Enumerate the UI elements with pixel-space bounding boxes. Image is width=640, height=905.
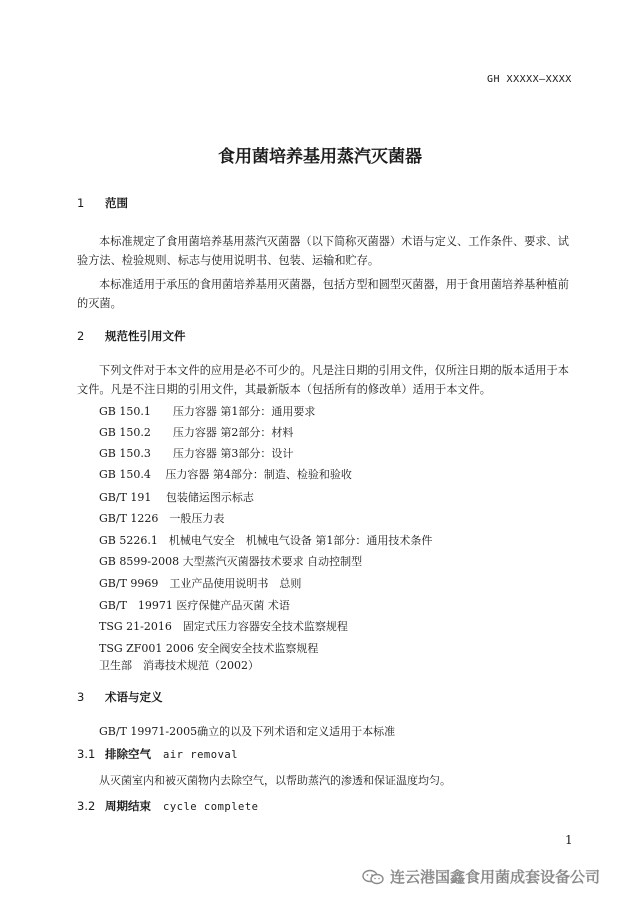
term-en: cycle complete	[163, 801, 259, 813]
section-number: 2	[77, 329, 85, 343]
term-zh: 周期结束	[105, 799, 151, 813]
reference-item: GB 150.2 压力容器 第2部分：材料	[99, 426, 294, 439]
reference-item: GB/T 1226 一般压力表	[99, 512, 225, 525]
term-3-1-heading	[77, 746, 238, 762]
term-3-1-definition: 从灭菌室内和被灭菌物内去除空气，以帮助蒸汽的渗透和保证温度均匀。	[99, 774, 451, 787]
reference-item: TSG 21-2016 固定式压力容器安全技术监察规程	[99, 620, 348, 633]
section-1-paragraph-1: 本标准规定了食用菌培养基用蒸汽灭菌器（以下简称灭菌器）术语与定义、工作条件、要求、试验方法、检验规则、标志与使用说明书、包装、运输和贮存。	[77, 235, 569, 267]
section-number: 1	[77, 196, 85, 210]
reference-item: GB/T 191 包装储运图示标志	[99, 491, 254, 504]
section-2-intro: 下列文件对于本文件的应用是必不可少的。凡是注日期的引用文件，仅所注日期的版本适用于本文件。凡是不注日期的引用文件，其最新版本（包括所有的修改单）适用于本文件。	[77, 364, 569, 396]
reference-item: GB 150.3 压力容器 第3部分：设计	[99, 447, 294, 460]
term-zh: 排除空气	[105, 747, 151, 761]
term-3-2-heading	[77, 798, 259, 814]
section-3-intro: GB/T 19971-2005确立的以及下列术语和定义适用于本标准	[99, 725, 396, 738]
term-en: air removal	[163, 749, 239, 761]
term-number: 3.2	[77, 799, 96, 813]
section-number: 3	[77, 690, 85, 704]
reference-item: GB 150.4 压力容器 第4部分：制造、检验和验收	[99, 468, 352, 481]
page-number: 1	[565, 833, 573, 847]
wechat-icon	[362, 869, 384, 885]
reference-item: GB 5226.1 机械电气安全 机械电气设备 第1部分：通用技术条件	[99, 534, 433, 547]
reference-item: GB 8599-2008 大型蒸汽灭菌器技术要求 自动控制型	[99, 555, 363, 568]
document-title: 食用菌培养基用蒸汽灭菌器	[218, 147, 422, 167]
section-title: 规范性引用文件	[105, 329, 186, 343]
section-title: 范围	[105, 196, 128, 210]
section-title: 术语与定义	[105, 690, 163, 704]
term-number: 3.1	[77, 747, 96, 761]
reference-item: GB 150.1 压力容器 第1部分：通用要求	[99, 405, 316, 418]
section-1-paragraph-2: 本标准适用于承压的食用菌培养基用灭菌器，包括方型和圆型灭菌器，用于食用菌培养基种植前的灭菌。	[77, 278, 569, 310]
standard-code: GH XXXXX—XXXX	[487, 74, 572, 85]
reference-item: GB/T 19971 医疗保健产品灭菌 术语	[99, 599, 290, 612]
reference-item: 卫生部 消毒技术规范（2002）	[99, 659, 259, 672]
reference-item: GB/T 9969 工业产品使用说明书 总则	[99, 577, 302, 590]
section-3-heading	[77, 689, 163, 705]
section-1-heading	[77, 195, 128, 211]
watermark	[362, 866, 600, 887]
watermark-text: 连云港国鑫食用菌成套设备公司	[390, 868, 601, 886]
reference-item: TSG ZF001 2006 安全阀安全技术监察规程	[99, 642, 319, 655]
section-2-heading	[77, 328, 186, 344]
